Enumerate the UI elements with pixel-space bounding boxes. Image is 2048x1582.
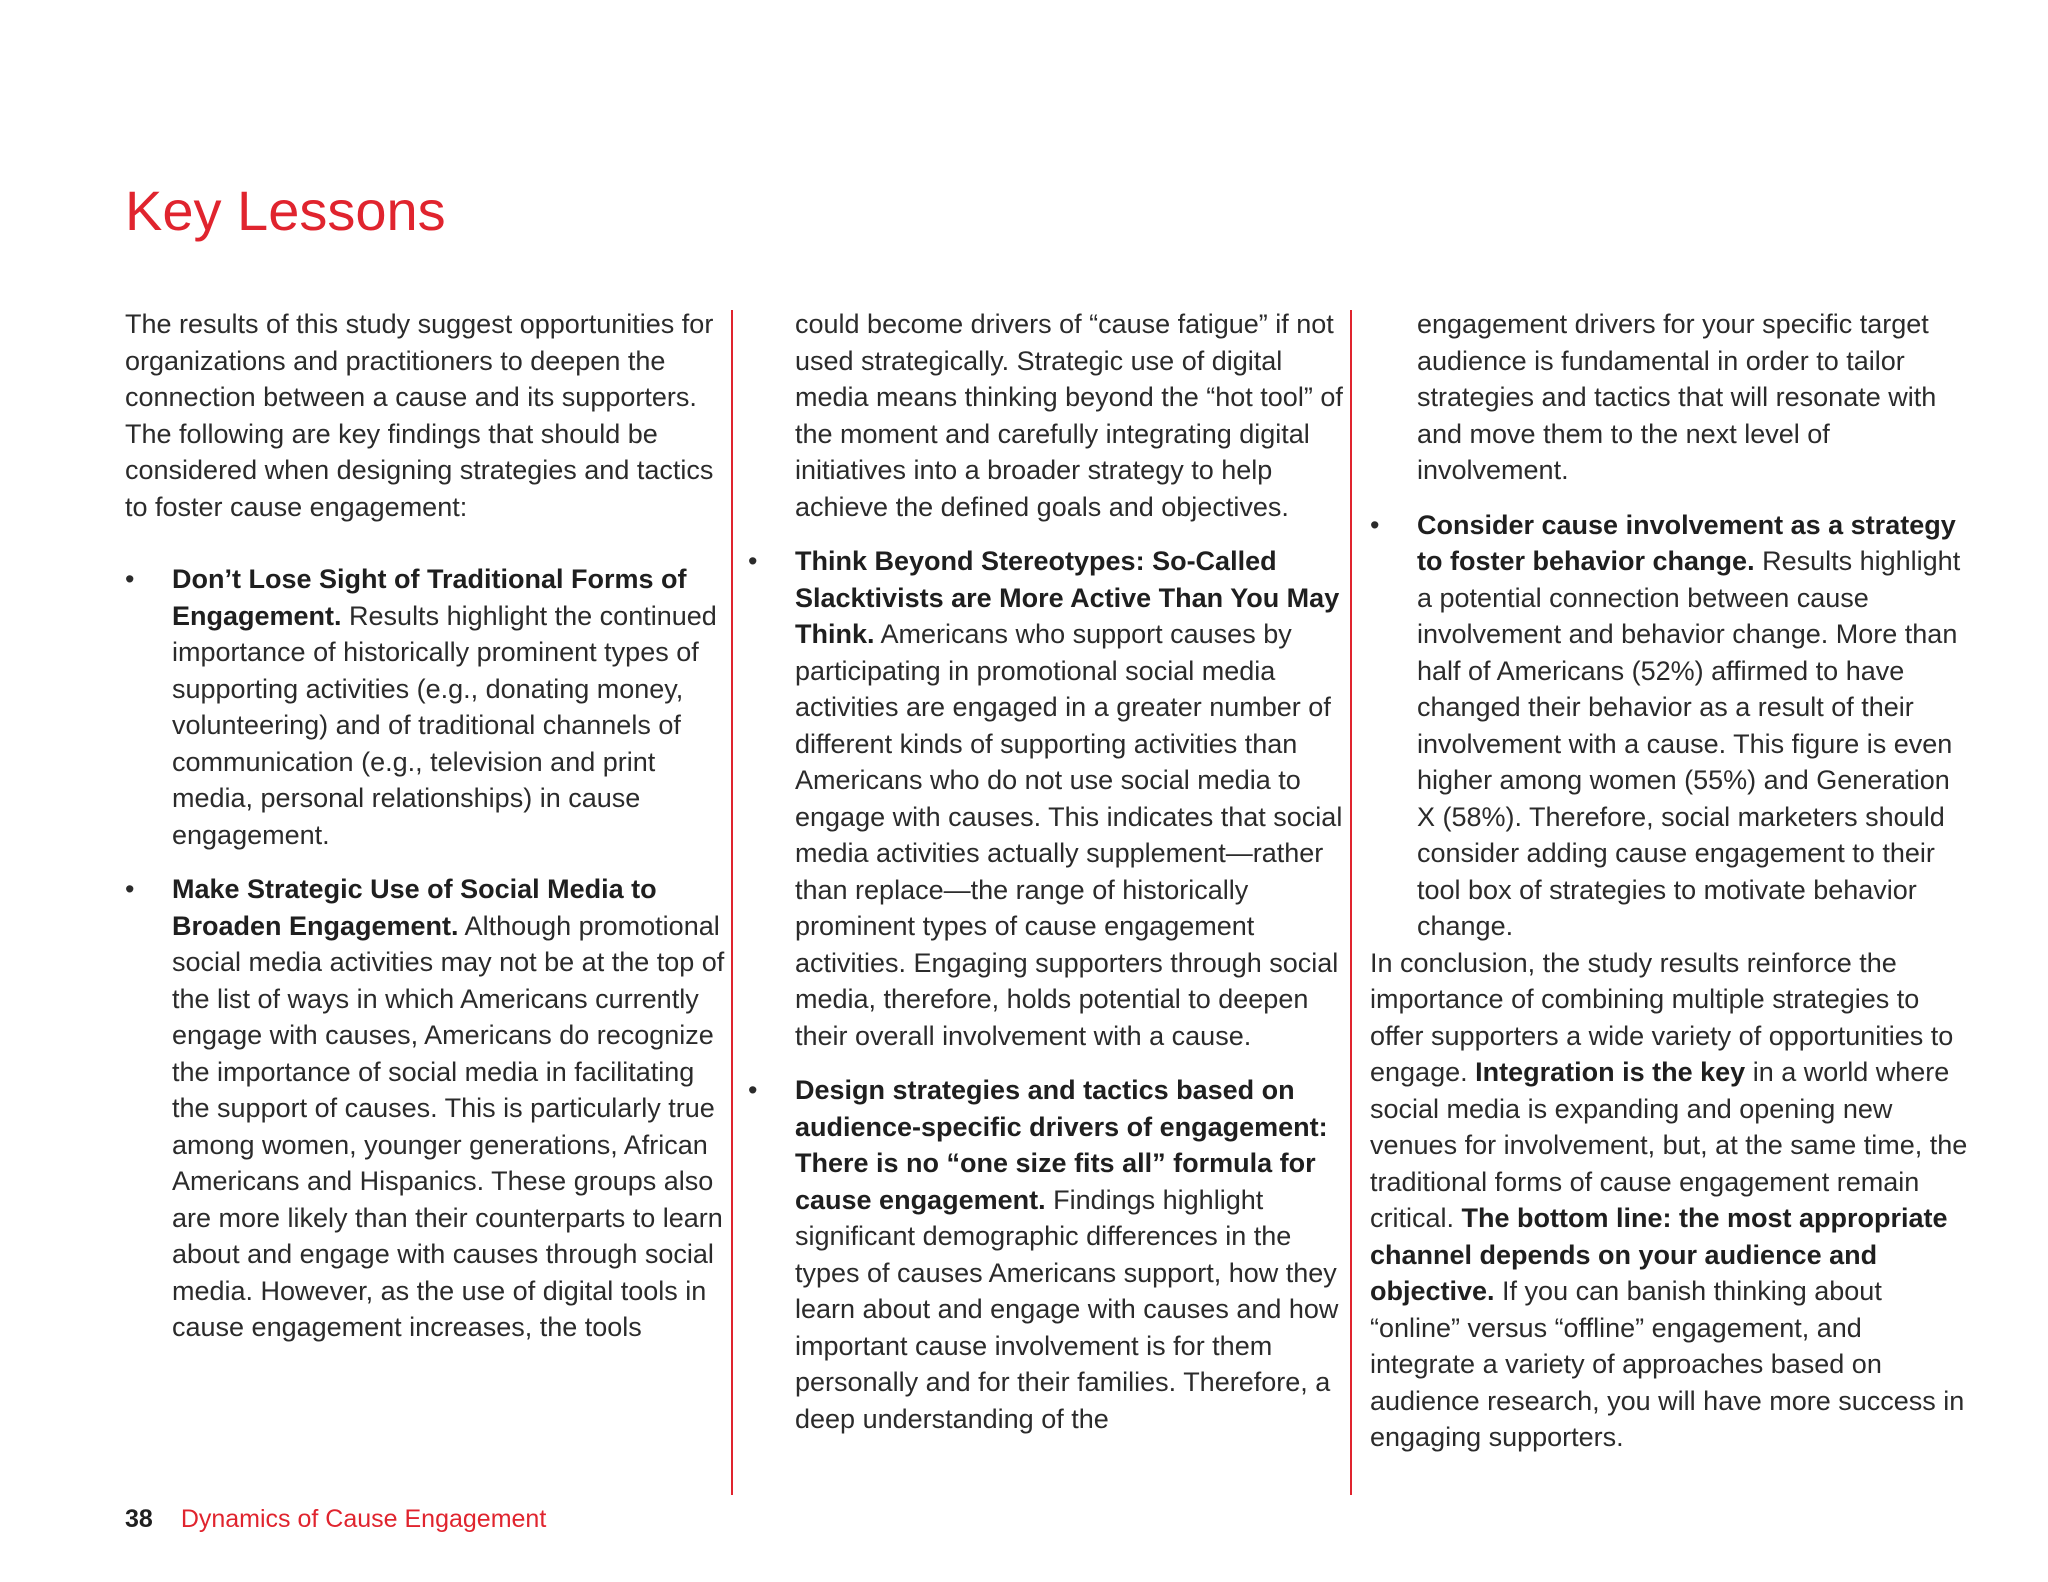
bullet-body: Americans who support causes by participating in promotional social media activities are engaged in a greater number of different kinds of supporting activities than Americans who do not use social media to engage with causes. This indicates that social media activities actually supplement—rather than replace—the range of historically prominent types of cause engagement activities. Engaging supporters through social media, therefore, holds potential to deepen their overall involvement with a cause. [795, 619, 1343, 1051]
emphasis-bottom-line: The bottom line: the most appropriate channel depends on your audience and objective. [1370, 1203, 1948, 1306]
conclusion-paragraph: In conclusion, the study results reinforce the importance of combining multiple strategies to offer supporters a wide variety of opportunities to engage. Integration is the key in a world where social media is expanding and opening new venues for involvement, but, at the same time, the traditional forms of cause engagement remain critical. The bottom line: the most appropriate channel depends on your audience and objective. If you can banish thinking about “online” versus “offline” engagement, and integrate a variety of approaches based on audience research, you will have more success in engaging supporters. [1370, 947, 1968, 1452]
bullet-icon: • [748, 546, 758, 576]
list-item-slacktivists [748, 543, 1355, 1054]
bullet-icon: • [125, 874, 135, 904]
bullet-heading: Make Strategic Use of Social Media to Broaden Engagement. [172, 874, 657, 941]
bullet-heading: Design strategies and tactics based on audience-specific drivers of engagement: There is no “one size fits all” formula for cause engagement. [795, 1075, 1328, 1215]
intro-paragraph: The results of this study suggest opportunities for organizations and practitioners to deepen the connection between a cause and its supporters. The following are key findings that should be considered when designing strategies and tactics to foster cause engagement: [125, 309, 714, 522]
bullet-body: Results highlight a potential connection between cause involvement and behavior change. More than half of Americans (52%) affirmed to have changed their behavior as a result of their involvement with a cause. This figure is even higher among women (55%) and Generation X (58%). Therefore, social marketers should consider adding cause engagement to their tool box of strategies to motivate behavior change. [1417, 546, 1961, 941]
list-item-traditional-forms [125, 561, 725, 853]
list-item-social-media [125, 871, 725, 1346]
bullet-icon: • [748, 1075, 758, 1105]
bullet-heading: Consider cause involvement as a strategy to foster behavior change. [1417, 509, 1956, 576]
column-divider-left [731, 310, 733, 1495]
bullet-icon: • [1370, 509, 1380, 540]
column-3 [1370, 306, 1970, 1456]
bullet-body: Findings highlight significant demographic differences in the types of causes Americans support, how they learn about and engage with causes and how important cause involvement is for them personally and for their families. Therefore, a deep understanding of the [795, 1184, 1339, 1434]
column-2 [748, 306, 1355, 1437]
bullet-body: Results highlight the continued importance of historically prominent types of supporting activities (e.g., donating money, volunteering) and of traditional channels of communication (e.g., television and print media, personal relationships) in cause engagement. [172, 600, 717, 850]
bullet-heading: Don’t Lose Sight of Traditional Forms of Engagement. [172, 564, 687, 631]
list-item-behavior-change [1370, 507, 1970, 945]
continuation-paragraph: could become drivers of “cause fatigue” if not used strategically. Strategic use of digital media means thinking beyond the “hot tool” of the moment and carefully integrating digital initiatives into a broader strategy to help achieve the defined goals and objectives. [795, 309, 1343, 522]
bullet-icon: • [125, 564, 135, 594]
list-item-audience-drivers [748, 1072, 1355, 1437]
page-number: 38 [125, 1505, 153, 1533]
continuation-paragraph: engagement drivers for your specific target audience is fundamental in order to tailor strategies and tactics that will resonate with and move them to the next level of involvement. [1417, 309, 1937, 485]
bullet-body: Although promotional social media activities may not be at the top of the list of ways in which Americans currently engage with causes, Americans do recognize the importance of social media in facilitating the support of causes. This is particularly true among women, younger generations, African Americans and Hispanics. These groups also are more likely than their counterparts to learn about and engage with causes through social media. However, as the use of digital tools in cause engagement increases, the tools [172, 910, 725, 1342]
bullet-heading: Think Beyond Stereotypes: So-Called Slacktivists are More Active Than You May Think. [795, 546, 1340, 649]
column-1 [125, 306, 725, 1346]
page-title: Key Lessons [125, 179, 446, 242]
publication-title: Dynamics of Cause Engagement [180, 1505, 547, 1533]
emphasis-integration: Integration is the key [1475, 1057, 1746, 1087]
page-footer [125, 1503, 546, 1535]
